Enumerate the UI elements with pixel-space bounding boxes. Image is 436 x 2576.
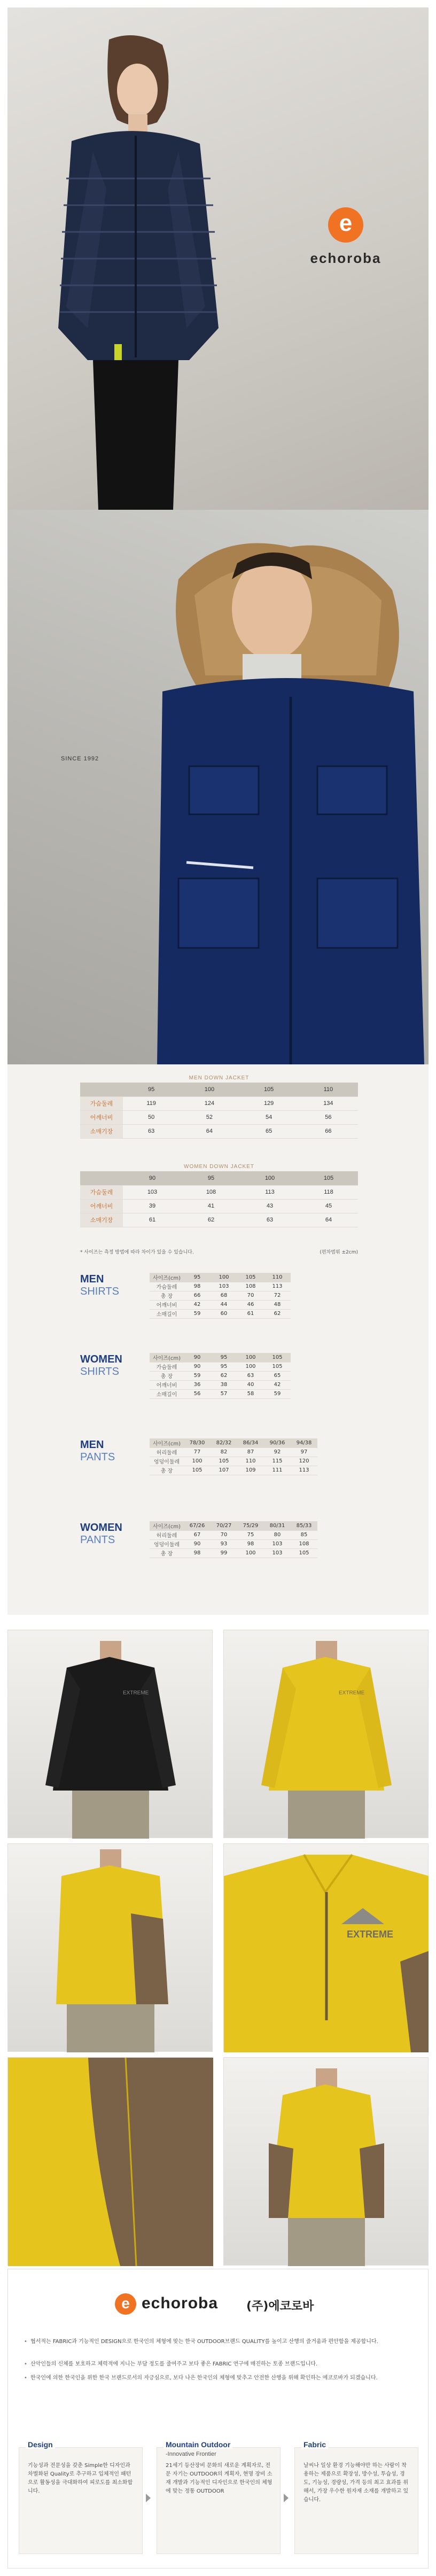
table-header-row: 사이즈(cm) 67/26 70/27 75/29 80/31 85/33 xyxy=(150,1521,317,1530)
company-name-korean: (주)에코로바 xyxy=(246,2300,314,2313)
group-title: WOMEN PANTS xyxy=(80,1522,122,1546)
product-photo-yellow-back xyxy=(223,2057,429,2266)
card-body: 날씨나 일상 환경 기능해야만 하는 사람이 착용하는 제품으로 확장성, 방수성, 투습성, 경도, 기능성, 경량성, 가격 등의 최고 효과를 위해서, 가장 우수한 원자재 소재를 개발하고 있습니다. xyxy=(303,2463,409,2503)
info-card-mountain-outdoor xyxy=(157,2440,281,2554)
table-header-row: 사이즈(cm) 78/30 82/32 86/34 90/36 94/38 xyxy=(150,1438,317,1447)
table-caption: WOMEN DOWN JACKET xyxy=(184,1164,254,1170)
women-down-jacket-table xyxy=(80,1164,358,1227)
brand-logo xyxy=(300,207,391,267)
info-card-design xyxy=(19,2440,143,2554)
card-title: Fabric xyxy=(301,2440,328,2449)
svg-text:EXTREME: EXTREME xyxy=(339,1690,365,1696)
product-photo-black-front xyxy=(7,1630,213,1838)
men-down-jacket-table xyxy=(80,1075,358,1139)
table-row: 어깨너비 36 38 40 42 xyxy=(150,1380,291,1389)
info-card-fabric xyxy=(294,2440,418,2554)
women-pants-table xyxy=(150,1521,317,1558)
table-header-row: 95 100 105 110 xyxy=(80,1083,358,1096)
table-row: 어깨너비 50 52 54 56 xyxy=(80,1110,358,1124)
product-photo-yellow-side xyxy=(7,1843,213,2052)
table-row: 총 장 59 62 63 65 xyxy=(150,1371,291,1380)
brand-header xyxy=(115,2291,329,2317)
women-pants-group xyxy=(80,1521,358,1569)
table-row: 엉덩이둘레 100 105 110 115 120 xyxy=(150,1457,317,1466)
card-body: 21세기 등산장비 문화의 새로운 계획자로, 전문 자기는 OUTDOOR의 계획자, 현명 장비 소재 개발과 기능적인 디자인으로 한국인의 체형에 맞는 정통 OUTDOOR xyxy=(166,2463,272,2494)
women-shirts-group xyxy=(80,1353,358,1406)
men-shirts-table xyxy=(150,1273,291,1319)
card-subtitle: -Innovative Frontier xyxy=(166,2451,216,2457)
yellow-shirt-side-image xyxy=(8,1844,213,2052)
collar-detail-image xyxy=(224,1844,429,2052)
table-row: 가슴둘레 98 103 108 113 xyxy=(150,1282,291,1291)
table-row: 어깨너비 39 41 43 45 xyxy=(80,1199,358,1213)
black-shirt-image xyxy=(8,1630,213,1839)
product-photos-section xyxy=(7,1615,429,2269)
product-photo-yellow-front xyxy=(223,1630,429,1838)
size-note-text: * 사이즈는 측정 방법에 따라 차이가 있을 수 있습니다. xyxy=(80,1250,194,1255)
men-shirts-group xyxy=(80,1273,358,1326)
arrow-right-icon xyxy=(146,2494,151,2502)
table-caption: MEN DOWN JACKET xyxy=(189,1075,250,1081)
yellow-shirt-image xyxy=(224,1630,429,1839)
group-title: WOMEN SHIRTS xyxy=(80,1353,122,1378)
size-unit-text: (편차범위 ±2cm) xyxy=(320,1250,358,1255)
brand-bullet: • 협서적는 FABRIC과 기능적인 DESIGN으로 한국인의 체형에 맞는 한국 OUTDOOR브랜드 QUALITY를 높이고 산행의 즐거움과 편안함을 제공합니다. xyxy=(30,2338,421,2346)
brand-bullet: • 한국인에 의한 한국인을 위한 한국 브랜드로서의 자긍심으로, 보다 나은 한국인의 체형에 맞추고 안전한 산행을 위해 확인하는 에코로바가 되겠습니다. xyxy=(30,2374,421,2383)
brand-bullet: • 산악인들의 신체를 보호하고 체력적에 지니는 부담 정도를 줄여주고 보다 좋은 FABRIC 연구에 매진하는 토종 브랜드입니다. xyxy=(30,2360,421,2369)
card-title: Design xyxy=(26,2440,55,2449)
since-label: SINCE 1992 xyxy=(61,756,99,762)
yellow-shirt-back-image xyxy=(224,2058,429,2266)
group-title: MEN PANTS xyxy=(80,1439,115,1463)
svg-text:EXTREME: EXTREME xyxy=(347,1929,394,1940)
table-row: 소매길이 59 60 61 62 xyxy=(150,1309,291,1318)
table-row: 가슴둘레 90 95 100 105 xyxy=(150,1362,291,1371)
brand-info-section xyxy=(7,2269,429,2569)
table-row: 가슴둘레 103 108 113 118 xyxy=(80,1185,358,1199)
logo-mark-icon: e xyxy=(328,207,363,243)
men-pants-group xyxy=(80,1438,358,1487)
sleeve-detail-image xyxy=(8,2058,213,2266)
hero-man-section xyxy=(7,510,429,1064)
arrow-right-icon xyxy=(284,2494,289,2502)
table-header-row: 사이즈(cm) 95 100 105 110 xyxy=(150,1273,291,1282)
size-chart-section xyxy=(7,1064,429,1615)
product-photo-sleeve-detail xyxy=(7,2057,213,2266)
table-row: 엉덩이둘레 90 93 98 103 108 xyxy=(150,1539,317,1548)
product-photo-collar-detail xyxy=(223,1843,429,2052)
table-row: 총 장 66 68 70 72 xyxy=(150,1291,291,1300)
table-row: 소매길이 56 57 58 59 xyxy=(150,1389,291,1398)
table-row: 가슴둘레 119 124 129 134 xyxy=(80,1096,358,1110)
table-header-row: 사이즈(cm) 90 95 100 105 xyxy=(150,1353,291,1362)
logo-mark-icon: e xyxy=(115,2293,136,2315)
svg-text:EXTREME: EXTREME xyxy=(123,1690,149,1696)
table-row: 허리둘레 77 82 87 92 97 xyxy=(150,1447,317,1457)
women-shirts-table xyxy=(150,1353,291,1399)
card-body: 기능성과 전문성을 갖춘 Simple한 디자인과 차별화된 Quality로 추구하고 입체적인 패턴으로 활동성을 극대화하여 피로도를 최소화합니다. xyxy=(28,2463,133,2494)
size-note xyxy=(80,1248,358,1255)
table-row: 소매기장 61 62 63 64 xyxy=(80,1213,358,1227)
table-row: 소매기장 63 64 65 66 xyxy=(80,1124,358,1138)
table-row: 총 장 105 107 109 111 113 xyxy=(150,1466,317,1475)
woman-model-image xyxy=(29,29,232,510)
man-model-image xyxy=(157,515,424,1064)
hero-woman-section xyxy=(7,7,429,510)
table-row: 허리둘레 67 70 75 80 85 xyxy=(150,1530,317,1539)
brand-wordmark: echoroba xyxy=(142,2294,219,2312)
men-pants-table xyxy=(150,1438,317,1475)
table-row: 어깨너비 42 44 46 48 xyxy=(150,1300,291,1309)
group-title: MEN SHIRTS xyxy=(80,1273,119,1297)
table-row: 총 장 98 99 100 103 105 xyxy=(150,1548,317,1558)
table-header-row: 90 95 100 105 xyxy=(80,1171,358,1185)
brand-wordmark: echoroba xyxy=(310,250,382,266)
card-title: Mountain Outdoor xyxy=(164,2440,232,2449)
